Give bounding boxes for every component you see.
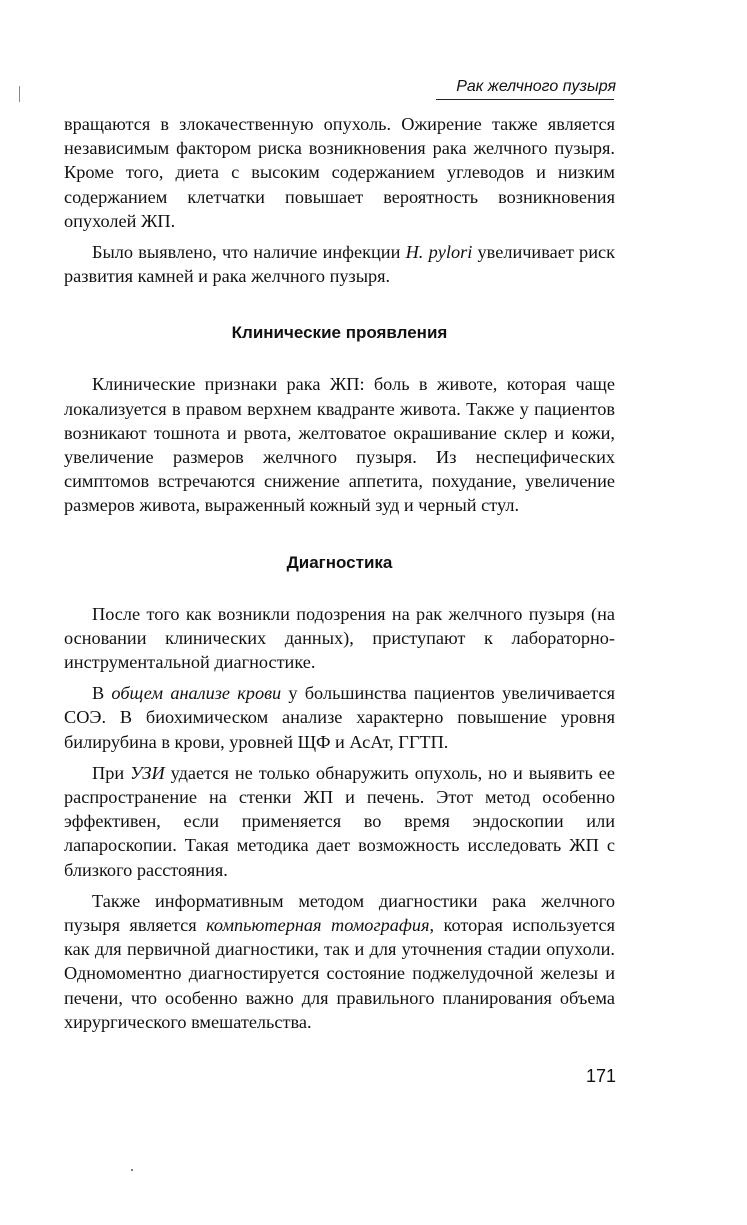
print-speck <box>131 1169 133 1171</box>
text-run: При <box>92 762 131 783</box>
body-text <box>64 112 615 1034</box>
text-run: удается не только обнаружить опухоль, но и выявить ее распространение на стенки ЖП и печень. Этот метод особенно эффективен, если применяется во время эндоскопии или лапароскопии. Такая методика дает возможность исследовать ЖП с близкого расстояния. <box>64 762 615 880</box>
text-run: у большинства пациентов увеличивается СОЭ. В биохимическом анализе характерно повышение уровня билирубина в крови, уровней ЩФ и АсАт, ГГТП. <box>64 683 616 752</box>
paragraph-h-pylori <box>64 240 615 288</box>
emphasis-term: общем анализе крови <box>111 683 282 704</box>
text-run: , которая используется как для первичной диагностики, так и для уточнения стадии опухоли. Одномоментно диагностируется состояние поджелудочной железы и печени, что особенно важно для правильного планирования объема хирургического вмешательства. <box>64 915 615 1032</box>
running-header: Рак желчного пузыря <box>456 78 616 95</box>
paragraph-diagnostics-intro: После того как возникли подозрения на рак желчного пузыря (на основании клинических данных), приступают к лабораторно-инструментальной диагностике. <box>64 603 615 673</box>
paragraph-ultrasound <box>64 761 615 882</box>
header-rule <box>436 99 614 100</box>
text-run: В <box>92 683 112 704</box>
section-heading-diagnostics: Диагностика <box>286 552 393 572</box>
margin-mark <box>19 86 20 102</box>
emphasis-term: УЗИ <box>130 762 165 783</box>
section-heading-clinical: Клинические проявления <box>231 323 448 343</box>
paragraph-clinical-signs: Клинические признаки рака ЖП: боль в животе, которая чаще локализуется в правом верхнем квадранте живота. Также у пациентов возникают тошнота и рвота, желтоватое окрашивание склер и кожи, увеличение размеров желчного пузыря. Из неспецифических симптомов встречаются снижение аппетита, похудание, увеличение размеров живота, выраженный кожный зуд и черный стул. <box>64 374 615 516</box>
emphasis-term: компьютерная томография <box>206 915 430 936</box>
text-run: увеличивает риск развития камней и рака желчного пузыря. <box>64 242 615 287</box>
paragraph-blood-test <box>64 681 615 754</box>
paragraph-continued: вращаются в злокачественную опухоль. Ожирение также является независимым фактором риска возникновения рака желчного пузыря. Кроме того, диета с высоким содержанием углеводов и низким содержанием клетчатки повышает вероятность возникновения опухолей ЖП. <box>64 114 615 231</box>
emphasis-term: H. pylori <box>405 242 473 263</box>
paragraph-ct <box>64 889 615 1034</box>
page-number: 171 <box>585 1066 616 1086</box>
text-run: Также информативным методом диагностики рака желчного пузыря является <box>64 890 615 936</box>
text-run: Было выявлено, что наличие инфекции <box>92 242 406 263</box>
